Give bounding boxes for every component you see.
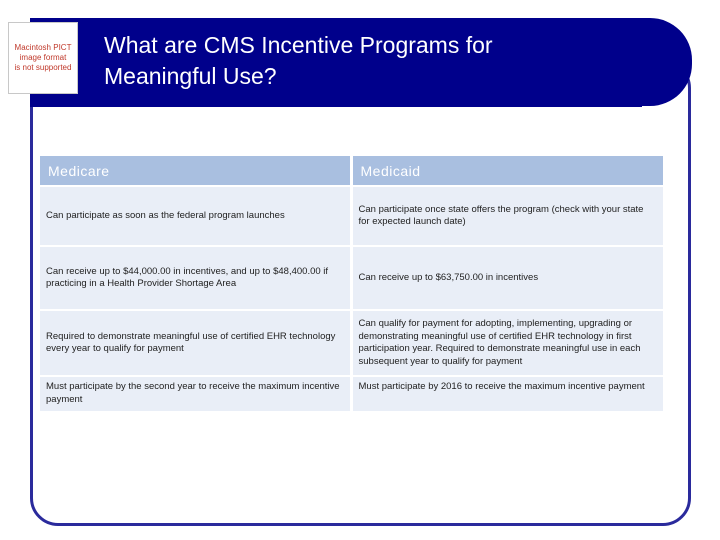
medicare-cell: Can participate as soon as the federal program launches xyxy=(40,186,351,246)
medicare-cell: Can receive up to $44,000.00 in incentives, and up to $48,400.00 if practicing in a Health Provider Shortage Area xyxy=(40,246,351,310)
table-row xyxy=(40,376,663,412)
header-medicaid: Medicaid xyxy=(351,156,663,186)
logo-text-line-2: image format xyxy=(19,53,67,62)
table-row xyxy=(40,310,663,376)
medicare-cell: Must participate by the second year to receive the maximum incentive payment xyxy=(40,376,351,412)
header-medicare: Medicare xyxy=(40,156,351,186)
medicare-cell: Required to demonstrate meaningful use of certified EHR technology every year to qualify for payment xyxy=(40,310,351,376)
medicaid-cell: Can qualify for payment for adopting, implementing, upgrading or demonstrating meaningful use of certified EHR technology in first participation year. Required to demonstrate meaningful use in each subsequent year to qualify for payment xyxy=(351,310,663,376)
table-row xyxy=(40,246,663,310)
logo-text-line-3: is not supported xyxy=(14,63,72,72)
logo-text-line-1: Macintosh PICT xyxy=(14,43,72,52)
medicaid-cell: Can receive up to $63,750.00 in incentives xyxy=(351,246,663,310)
table-row xyxy=(40,186,663,246)
table-header-row xyxy=(40,156,663,186)
logo-placeholder xyxy=(8,22,78,94)
title-rule xyxy=(30,104,642,107)
medicaid-cell: Must participate by 2016 to receive the maximum incentive payment xyxy=(351,376,663,412)
medicaid-cell: Can participate once state offers the program (check with your state for expected launch date) xyxy=(351,186,663,246)
slide-title xyxy=(104,30,604,92)
comparison-table xyxy=(40,156,663,413)
title-line-1: What are CMS Incentive Programs for xyxy=(104,32,493,58)
title-line-2: Meaningful Use? xyxy=(104,63,277,89)
